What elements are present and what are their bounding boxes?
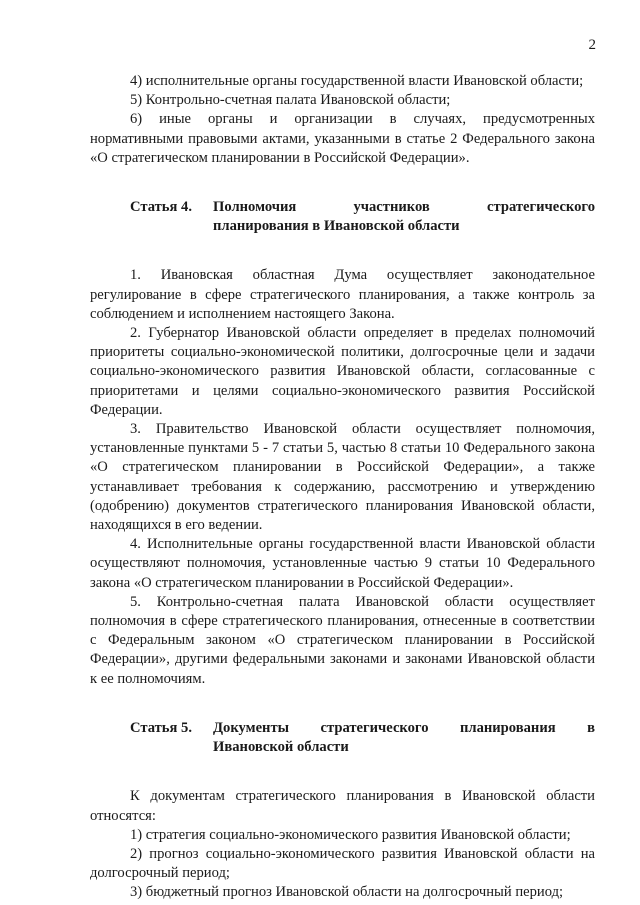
intro-item-4: 4) исполнительные органы государственной власти Ивановской области; — [130, 73, 584, 89]
article-4-title — [213, 198, 595, 236]
article-4-paragraph-2: 2. Губернатор Ивановской области определяет в пределах полномочий приоритеты социально-экономической политики, долгосрочные цели и задачи социально-экономического развития Ивановской области, согласованные с приоритетами и целями социально-экономического развития Российской Федерации. — [90, 325, 595, 418]
article-5-title-line2: Ивановской области — [213, 739, 349, 756]
article-4-paragraph-1: 1. Ивановская областная Дума осуществляет законодательное регулирование в сфере стратегического планирования, а также контроль за соблюдением и исполнением настоящего Закона. — [90, 267, 595, 322]
article-5-heading — [90, 719, 595, 757]
article-5-item-2: 2) прогноз социально-экономического развития Ивановской области на долгосрочный период; — [90, 845, 595, 882]
document-body — [90, 72, 595, 903]
article-5-number: Статья 5. — [130, 719, 192, 736]
page-number: 2 — [588, 37, 596, 53]
article-5-item-3: 3) бюджетный прогноз Ивановской области на долгосрочный период; — [130, 884, 564, 901]
article-4-title-line1: Полномочия участников стратегического — [213, 199, 595, 216]
article-5-title-line1: Документы стратегического планирования в — [213, 719, 595, 736]
article-5-item-1: 1) стратегия социально-экономического развития Ивановской области; — [130, 826, 571, 843]
article-4-heading — [90, 198, 595, 236]
article-4-paragraph-4: 4. Исполнительные органы государственной власти Ивановской области осуществляют полномочия, установленные частью 9 статьи 10 Федерального закона «О стратегическом планировании в Российской Федерации». — [90, 536, 595, 591]
article-5-paragraph-intro: К документам стратегического планирования в Ивановской области относятся: — [90, 788, 595, 824]
article-4-title-line2: планирования в Ивановской области — [213, 218, 460, 235]
article-5-title — [213, 719, 595, 757]
article-4-paragraph-3: 3. Правительство Ивановской области осуществляет полномочия, установленные пунктами 5 - 7 статьи 5, частью 8 статьи 10 Федерального закона «О стратегическом планировании в Российской Федерации», а также устанавливает требования к содержанию, рассмотрению и утверждению (одобрению) документов стратегического планирования Ивановской области, находящихся в его ведении. — [90, 421, 595, 534]
intro-item-5: 5) Контрольно-счетная палата Ивановской области; — [130, 92, 451, 109]
intro-item-6: 6) иные органы и организации в случаях, предусмотренных нормативными правовыми актами, указанными в статье 2 Федерального закона «О стратегическом планировании в Российской Федерации». — [90, 111, 595, 166]
article-4-paragraph-5: 5. Контрольно-счетная палата Ивановской области осуществляет полномочия в сфере стратегического планирования, отнесенные в соответствии с Федеральным законом «О стратегическом планировании в Российской Федерации», другими федеральными законами и законами Ивановской области к ее полномочиям. — [90, 593, 595, 687]
article-4-number: Статья 4. — [130, 199, 192, 216]
